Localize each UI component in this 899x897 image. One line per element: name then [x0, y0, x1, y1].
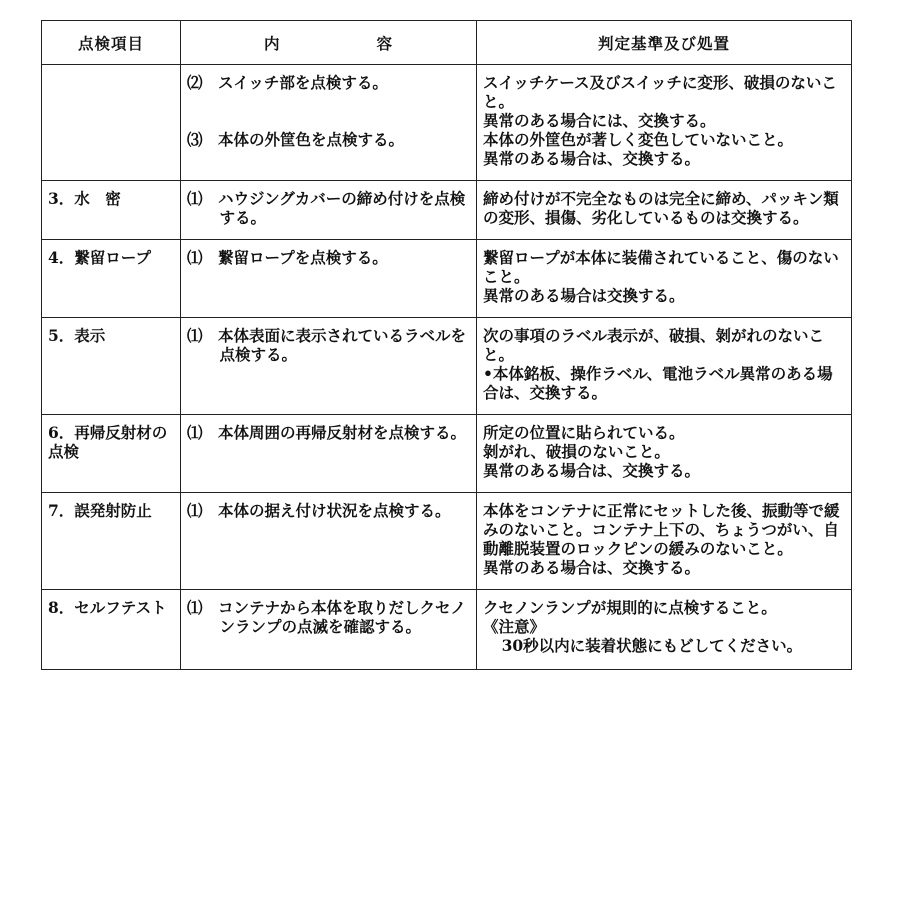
table-row: [42, 240, 852, 318]
row-judgment: [477, 318, 852, 415]
judgment-bullet-line: •本体銘板、操作ラベル、電池ラベル異常のある場合は、交換する。: [483, 364, 833, 402]
table-row: [42, 65, 852, 181]
row-item: [42, 65, 181, 181]
row-item: 7．誤発射防止: [42, 493, 181, 590]
row-content: [181, 590, 477, 670]
table-row: [42, 493, 852, 590]
row-item: 8．セルフテスト: [42, 590, 181, 670]
table-row: [42, 415, 852, 493]
header-judgment-criteria: 判定基準及び処置: [477, 21, 852, 65]
row-judgment: [477, 493, 852, 590]
judgment-line: クセノンランプが規則的に点検すること。: [483, 598, 777, 617]
row-content: [181, 65, 477, 181]
judgment-line: 次の事項のラベル表示が、破損、剝がれのないこと。: [483, 326, 825, 364]
judgment-line: スイッチケース及びスイッチに変形、破損のないこと。: [483, 73, 837, 111]
row-item: 4．繋留ロープ: [42, 240, 181, 318]
header-content: [181, 21, 477, 65]
row-content: [181, 240, 477, 318]
content-line: ⑶ 本体の外筐色を点検する。: [187, 130, 405, 149]
row-content: [181, 415, 477, 493]
header-row: [42, 21, 852, 65]
row-item: 5．表示: [42, 318, 181, 415]
judgment-line: 本体の外筐色が著しく変色していないこと。: [483, 130, 794, 149]
judgment-note-text: 30秒以内に装着状態にもどしてください。: [501, 636, 803, 655]
judgment-line: 剝がれ、破損のないこと。: [483, 442, 670, 461]
row-content: [181, 181, 477, 240]
row-item: 6．再帰反射材の点検: [42, 415, 181, 493]
judgment-line: 本体をコンテナに正常にセットした後、振動等で緩みのないこと。コンテナ上下の、ちょうつがい、自動離脱装置のロックピンの緩みのないこと。: [483, 501, 840, 558]
judgment-line: 異常のある場合は交換する。: [483, 286, 685, 305]
content-line: ⑴ ハウジングカバーの締め付けを点検する。: [187, 189, 466, 227]
inspection-table: [41, 20, 852, 670]
row-judgment: [477, 240, 852, 318]
header-content-char-2: 容: [376, 34, 394, 53]
content-line: ⑴ 本体周囲の再帰反射材を点検する。: [187, 423, 467, 442]
row-item: 3．水 密: [42, 181, 181, 240]
row-content: [181, 318, 477, 415]
row-judgment: [477, 65, 852, 181]
row-judgment: [477, 415, 852, 493]
judgment-line: 繋留ロープが本体に装備されていること、傷のないこと。: [483, 248, 839, 286]
row-content: [181, 493, 477, 590]
table-row: [42, 590, 852, 670]
table-row: [42, 181, 852, 240]
judgment-line: 異常のある場合には、交換する。: [483, 111, 716, 130]
judgment-note-heading: 《注意》: [483, 617, 546, 636]
judgment-line: 異常のある場合は、交換する。: [483, 149, 701, 168]
judgment-line: 所定の位置に貼られている。: [483, 423, 685, 442]
row-judgment: [477, 181, 852, 240]
content-line: ⑵ スイッチ部を点検する。: [187, 73, 388, 92]
header-inspection-item: 点検項目: [42, 21, 181, 65]
judgment-line: 異常のある場合は、交換する。: [483, 558, 701, 577]
row-judgment: [477, 590, 852, 670]
table-row: [42, 318, 852, 415]
judgment-line: 締め付けが不完全なものは完全に締め、パッキン類の変形、損傷、劣化しているものは交換する。: [483, 189, 839, 227]
content-line: ⑴ 繋留ロープを点検する。: [187, 248, 388, 267]
content-line: ⑴ 本体の据え付け状況を点検する。: [187, 501, 451, 520]
header-content-char-1: 内: [263, 34, 281, 53]
content-line: ⑴ 本体表面に表示されているラベルを点検する。: [187, 326, 467, 364]
content-line: ⑴ コンテナから本体を取りだしクセノンランプの点滅を確認する。: [187, 598, 466, 636]
judgment-line: 異常のある場合は、交換する。: [483, 461, 701, 480]
